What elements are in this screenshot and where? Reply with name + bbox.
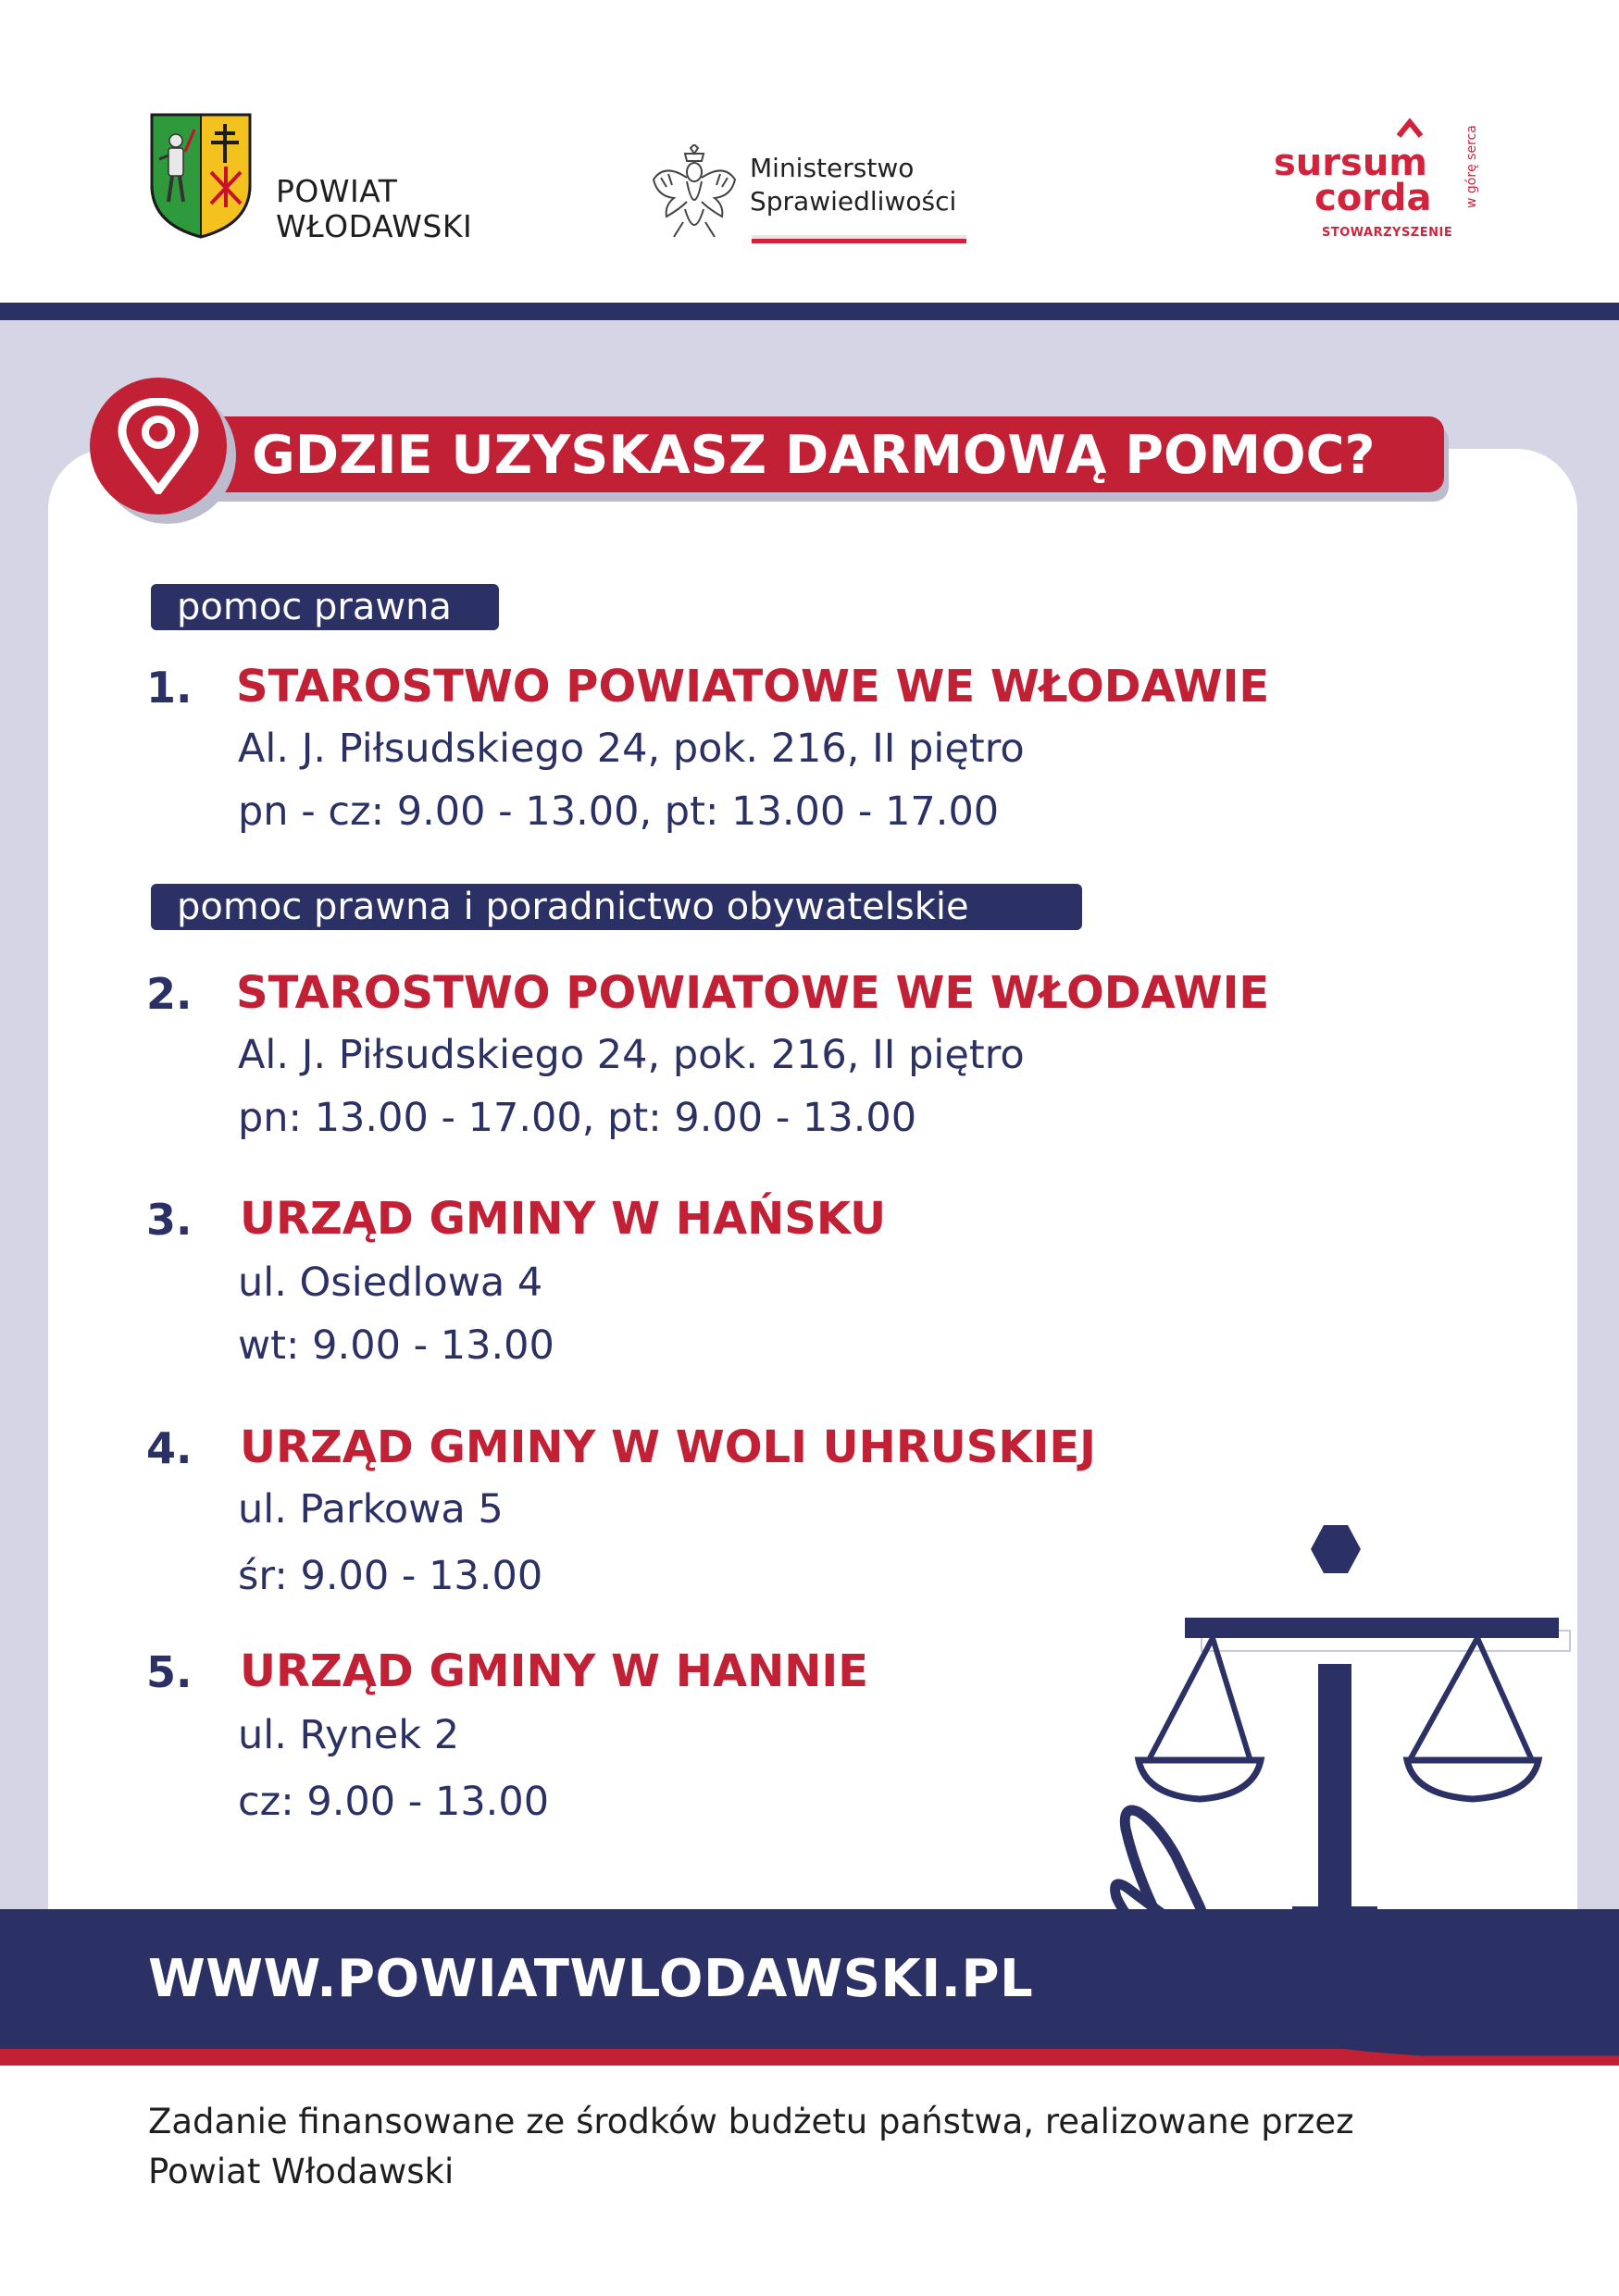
entry-number: 1. xyxy=(146,663,193,713)
sursum-logo-line3: STOWARZYSZENIE xyxy=(1322,226,1453,240)
website-url[interactable]: WWW.POWIATWLODAWSKI.PL xyxy=(148,1949,1034,2009)
powiat-logo-line1: POWIAT xyxy=(276,173,398,209)
entry-address: ul. Osiedlowa 4 xyxy=(238,1260,543,1306)
funding-note-line1: Zadanie finansowane ze środków budżetu państwa, realizowane przez xyxy=(148,2102,1354,2141)
caret-up-icon xyxy=(1396,118,1424,138)
page-title: GDZIE UZYSKASZ DARMOWĄ POMOC? xyxy=(252,425,1376,486)
sursum-logo-line1: sursum xyxy=(1274,142,1427,184)
funding-note-line2: Powiat Włodawski xyxy=(148,2152,455,2191)
sursum-logo-tagline: w górę serca xyxy=(1464,125,1479,208)
entry-address: ul. Rynek 2 xyxy=(238,1712,460,1758)
powiat-logo-text xyxy=(276,174,472,244)
entry-number: 3. xyxy=(146,1195,193,1245)
flag-stripe-red xyxy=(752,239,966,243)
funding-note xyxy=(148,2097,1537,2197)
entry-hours: śr: 9.00 - 13.00 xyxy=(238,1553,543,1599)
entry-name: STAROSTWO POWIATOWE WE WŁODAWIE xyxy=(236,661,1270,713)
entry-address: Al. J. Piłsudskiego 24, pok. 216, II piętro xyxy=(238,1032,1025,1078)
entry-name: STAROSTWO POWIATOWE WE WŁODAWIE xyxy=(236,967,1270,1019)
powiat-wlodawski-logo xyxy=(148,111,518,250)
ministry-logo-text xyxy=(750,152,956,218)
powiat-logo-line2: WŁODAWSKI xyxy=(276,208,473,244)
entry-hours: pn - cz: 9.00 - 13.00, pt: 13.00 - 17.00 xyxy=(238,788,1000,835)
scales-in-hand-icon xyxy=(1018,1518,1619,2091)
sursum-logo-line2: corda xyxy=(1314,177,1432,219)
entry-number: 5. xyxy=(146,1647,193,1697)
entry-address: Al. J. Piłsudskiego 24, pok. 216, II piętro xyxy=(238,726,1025,772)
entry-number: 4. xyxy=(146,1423,193,1473)
entry-number: 2. xyxy=(146,969,193,1019)
entry-hours: pn: 13.00 - 17.00, pt: 9.00 - 13.00 xyxy=(238,1095,917,1141)
entry-hours: cz: 9.00 - 13.00 xyxy=(238,1779,550,1825)
ministry-logo-line2: Sprawiedliwości xyxy=(750,186,957,217)
top-rule xyxy=(0,303,1619,320)
category-tag-legal-and-civic-advice: pomoc prawna i poradnictwo obywatelskie xyxy=(151,884,1082,930)
ministry-logo-line1: Ministerstwo xyxy=(750,153,915,183)
sursum-corda-logo xyxy=(1268,116,1481,254)
entry-hours: wt: 9.00 - 13.00 xyxy=(238,1322,554,1369)
entry-address: ul. Parkowa 5 xyxy=(238,1486,504,1533)
entry-name: URZĄD GMINY W WOLI UHRUSKIEJ xyxy=(240,1421,1097,1473)
category-tag-legal-aid: pomoc prawna xyxy=(151,584,499,630)
entry-name: URZĄD GMINY W HAŃSKU xyxy=(240,1193,887,1245)
entry-name: URZĄD GMINY W HANNIE xyxy=(240,1645,869,1697)
location-pin-icon xyxy=(117,398,200,494)
ministry-of-justice-logo xyxy=(648,139,981,250)
header xyxy=(0,0,1619,301)
coat-of-arms-icon xyxy=(148,111,254,241)
white-eagle-icon xyxy=(648,144,741,244)
